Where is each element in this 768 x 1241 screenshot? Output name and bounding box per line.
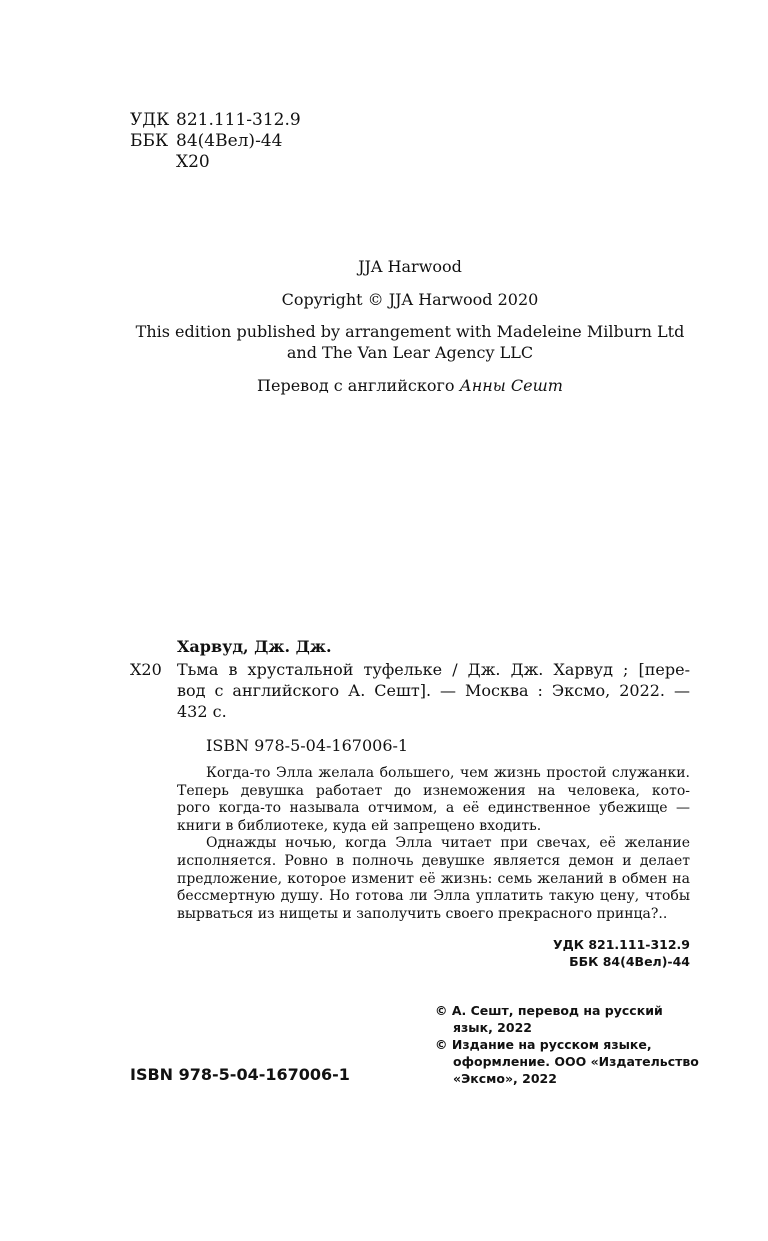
author-mark: Х20 <box>176 152 210 172</box>
bib-line: Тьма в хрустальной туфельке / Дж. Дж. Харвуд ; [пере- <box>177 660 690 679</box>
annotation-line: бессмертную душу. Но готова ли Элла уплатить такую цену, чтобы <box>177 888 690 905</box>
copyright-translation-cont: язык, 2022 <box>453 1020 532 1035</box>
card-bibliography <box>177 659 690 722</box>
udk-value: 821.111-312.9 <box>176 110 301 130</box>
bbk-label: ББК <box>130 131 169 151</box>
translation-prefix: Перевод с английского <box>257 376 460 395</box>
copyright-translation: © А. Сешт, перевод на русский <box>435 1003 663 1018</box>
copyright-line: Copyright © JJA Harwood 2020 <box>281 290 539 309</box>
annotation-line: Теперь девушка работает до изнеможения на человека, кото- <box>177 782 690 799</box>
classification-block <box>130 110 301 173</box>
bbk-line <box>130 131 301 152</box>
card-isbn: ISBN 978-5-04-167006-1 <box>206 736 409 755</box>
annotation-line: предложение, которое изменит её жизнь: семь желаний в обмен на <box>177 870 690 887</box>
card-mark: Х20 <box>130 660 162 679</box>
card-author-heading: Харвуд, Дж. Дж. <box>177 637 332 656</box>
annotation-line: рого когда-то называла отчимом, а её единственное убежище — <box>177 800 690 817</box>
edition-line-2: and The Van Lear Agency LLC <box>286 343 534 362</box>
udk-label: УДК <box>130 110 170 130</box>
annotation-line: вырваться из нищеты и заполучить своего прекрасного принца?.. <box>177 905 668 922</box>
bib-line: 432 с. <box>177 702 227 721</box>
author-name-en: JJA Harwood <box>358 257 462 276</box>
card-udk: УДК 821.111-312.9 <box>553 937 690 952</box>
udk-line <box>130 110 301 131</box>
annotation-line: книги в библиотеке, куда ей запрещено входить. <box>177 817 542 834</box>
translation-credit <box>100 375 720 396</box>
footer-copyrights <box>435 1002 699 1087</box>
footer-isbn: ISBN 978-5-04-167006-1 <box>130 1065 350 1084</box>
annotation-line: исполняется. Ровно в полночь девушке является демон и делает <box>177 852 690 869</box>
bib-line: вод с английского А. Сешт]. — Москва : Эксмо, 2022. — <box>177 681 690 700</box>
annotation <box>177 765 690 923</box>
card-classification <box>553 936 690 970</box>
copyright-edition: © Издание на русском языке, <box>435 1037 652 1052</box>
bbk-value: 84(4Вел)-44 <box>176 131 283 151</box>
edition-line-1: This edition published by arrangement with Madeleine Milburn Ltd <box>135 322 685 341</box>
edition-notice <box>100 321 720 363</box>
annotation-line: Однажды ночью, когда Элла читает при свечах, её желание <box>206 835 690 852</box>
annotation-line: Когда-то Элла желала большего, чем жизнь простой служанки. <box>206 765 690 781</box>
author-mark-line <box>130 152 301 173</box>
copyright-edition-cont: оформление. ООО «Издательство <box>453 1054 699 1069</box>
card-bbk: ББК 84(4Вел)-44 <box>569 954 690 969</box>
copyright-edition-cont: «Эксмо», 2022 <box>453 1071 557 1086</box>
translator-name: Анны Сешт <box>459 376 563 395</box>
